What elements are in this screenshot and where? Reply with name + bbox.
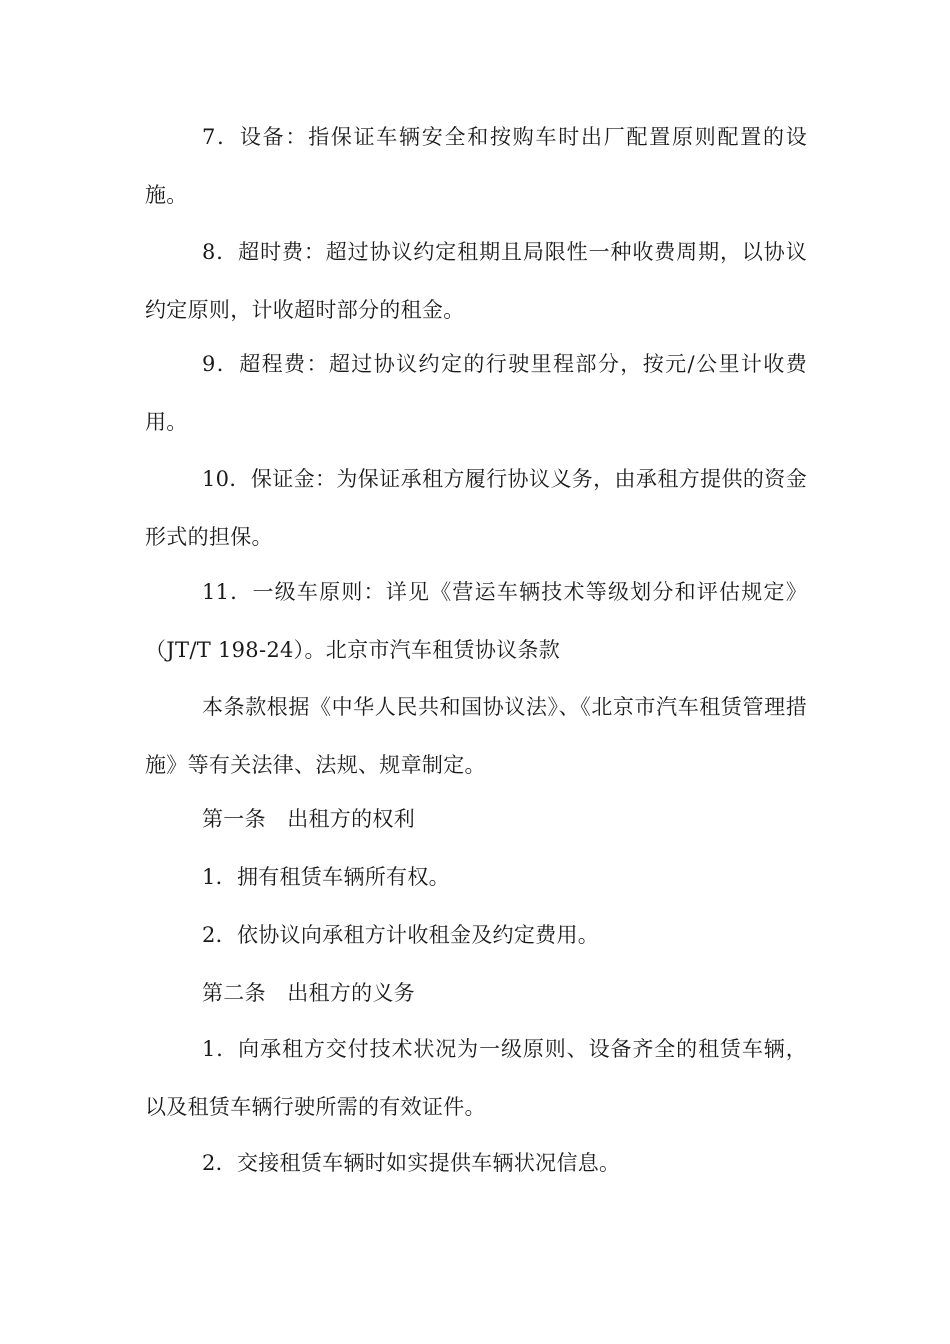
- article-one-item-2: 2．依协议向承租方计收租金及约定费用。: [202, 923, 600, 947]
- paragraph-grade-one-vehicle-standard: 11．一级车原则：详见《营运车辆技术等级划分和评估规定》（JT/T 198-24）。北京市汽车租赁协议条款: [145, 580, 807, 662]
- article-two-item-2: 2．交接租赁车辆时如实提供车辆状况信息。: [202, 1151, 621, 1175]
- article-two-heading: 第二条 出租方的义务: [202, 981, 415, 1005]
- article-two-item-1: 1．向承租方交付技术状况为一级原则、设备齐全的租赁车辆，以及租赁车辆行驶所需的有效证件。: [145, 1037, 807, 1119]
- article-one-heading: 第一条 出租方的权利: [202, 807, 415, 831]
- paragraph-equipment-definition: 7．设备：指保证车辆安全和按购车时出厂配置原则配置的设施。: [145, 125, 807, 207]
- article-one-item-1: 1．拥有租赁车辆所有权。: [202, 865, 450, 889]
- paragraph-terms-basis: 本条款根据《中华人民共和国协议法》、《北京市汽车租赁管理措施》等有关法律、法规、规章制定。: [145, 695, 807, 777]
- paragraph-overtime-fee-definition: 8．超时费：超过协议约定租期且局限性一种收费周期，以协议约定原则，计收超时部分的租金。: [145, 240, 807, 322]
- paragraph-deposit-definition: 10．保证金：为保证承租方履行协议义务，由承租方提供的资金形式的担保。: [145, 467, 807, 549]
- paragraph-overmileage-fee-definition: 9．超程费：超过协议约定的行驶里程部分，按元/公里计收费用。: [145, 352, 807, 434]
